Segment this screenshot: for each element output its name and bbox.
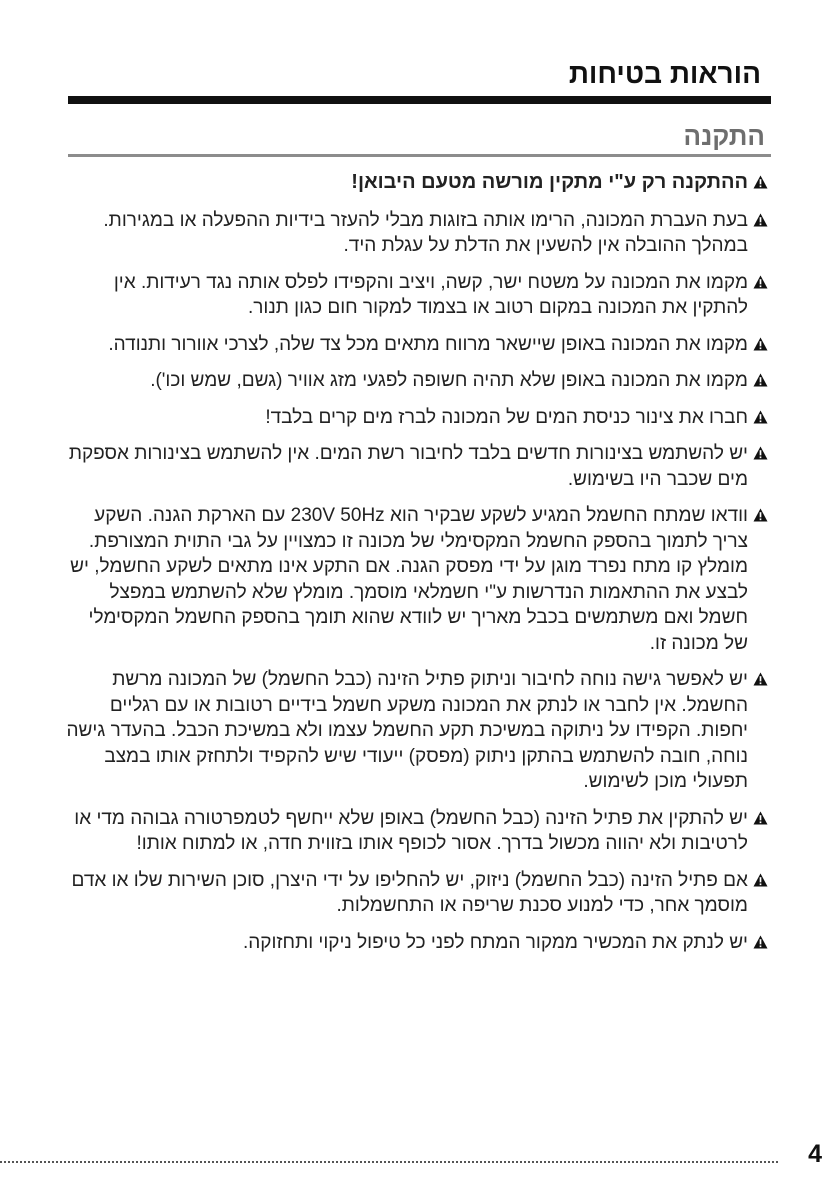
- warning-triangle-icon: [753, 410, 768, 424]
- page-title: הוראות בטיחות: [568, 58, 761, 89]
- instruction-item: [60, 270, 768, 321]
- warning-triangle-icon: [753, 175, 768, 189]
- warning-triangle-icon: [753, 672, 768, 686]
- footer-dotted-line: [0, 1161, 778, 1163]
- warning-triangle-icon: [753, 873, 768, 887]
- instruction-text: אם פתיל הזינה (כבל החשמל) ניזוק, יש להחליפו על ידי היצרן, סוכן השירות שלו או אדם מוסמך אחר, כדי למנוע סכנת שריפה או התחשמלות.: [71, 869, 748, 916]
- warning-triangle-icon: [753, 508, 768, 522]
- instruction-text: ההתקנה רק ע"י מתקין מורשה מטעם היבואן!: [351, 171, 748, 193]
- instruction-item: [60, 667, 768, 795]
- instruction-text: יש לאפשר גישה נוחה לחיבור וניתוק פתיל הזינה (כבל החשמל) של המכונה מרשת החשמל. אין לחבר או לנתק את המכונה משקע חשמל בידיים רטובות או עם רגליים יחפות. הקפידו על ניתוקה במשיכת תקע החשמל עצמו ולא במשיכת הכבל. בהעדר גישה נוחה, חובה להשתמש בהתקן ניתוק (מפסק) ייעודי שיש להקפיד ולתחזק אותו במצב תפעולי מוכן לשימוש.: [66, 669, 748, 792]
- warning-triangle-icon: [753, 337, 768, 351]
- warning-triangle-icon: [753, 935, 768, 949]
- warning-triangle-icon: [753, 373, 768, 387]
- instruction-item: [60, 368, 768, 394]
- warning-triangle-icon: [753, 811, 768, 825]
- page-number: 4: [808, 1140, 822, 1168]
- instruction-text: מקמו את המכונה באופן שיישאר מרווח מתאים מכל צד שלה, לצרכי אוורור ותנודה.: [108, 333, 748, 355]
- section-title: התקנה: [683, 121, 765, 151]
- instruction-item: [60, 441, 768, 492]
- instruction-text: בעת העברת המכונה, הרימו אותה בזוגות מבלי להעזר בידיות ההפעלה או במגירות. במהלך ההובלה אין להשעין את הדלת על עגלת היד.: [103, 209, 748, 256]
- warning-triangle-icon: [753, 213, 768, 227]
- instruction-text: מקמו את המכונה על משטח ישר, קשה, ויציב והקפידו לפלס אותה נגד רעידות. אין להתקין את המכונה במקום רטוב או בצמוד למקור חום כגון תנור.: [113, 271, 748, 318]
- instruction-item: [60, 208, 768, 259]
- section-divider: [68, 154, 771, 157]
- instruction-text: וודאו שמתח החשמל המגיע לשקע שבקיר הוא 230V 50Hz עם הארקת הגנה. השקע צריך לתמוך בהספק החשמל המקסימלי של מכונה זו כמצויין על גבי התוית המצורפת. מומלץ קו מתח נפרד מוגן על ידי מפסק הגנה. אם התקע אינו מתאים לשקע החשמל, יש לבצע את ההתאמות הנדרשות ע"י חשמלאי מוסמך. מומלץ שלא להשתמש במפצל חשמל ואם משתמשים בכבל מאריך יש לוודא שהוא תומך בהספק החשמל המקסימלי של מכונה זו.: [70, 505, 748, 654]
- instruction-item: [60, 170, 768, 196]
- instruction-item: [60, 332, 768, 358]
- instruction-text: יש להתקין את פתיל הזינה (כבל החשמל) באופן שלא ייחשף לטמפרטורה גבוהה מדי או לרטיבות ולא יהווה מכשול בדרך. אסור לכופף אותו בזווית חדה, או למתוח אותו!: [74, 807, 748, 854]
- instruction-text: יש להשתמש בצינורות חדשים בלבד לחיבור רשת המים. אין להשתמש בצינורות אספקת מים שכבר היו בשימוש.: [68, 443, 748, 490]
- instruction-item: [60, 405, 768, 431]
- warning-triangle-icon: [753, 446, 768, 460]
- instruction-item: [60, 806, 768, 857]
- instruction-text: מקמו את המכונה באופן שלא תהיה חשופה לפגעי מזג אוויר (גשם, שמש וכו').: [150, 370, 748, 391]
- safety-instructions-list: [60, 170, 768, 966]
- instruction-text: יש לנתק את המכשיר ממקור המתח לפני כל טיפול ניקוי ותחזוקה.: [242, 931, 748, 953]
- instruction-item: [60, 930, 768, 956]
- title-divider: [68, 96, 771, 104]
- warning-triangle-icon: [753, 275, 768, 289]
- instruction-item: [60, 503, 768, 656]
- instruction-text: חברו את צינור כניסת המים של המכונה לברז מים קרים בלבד!: [265, 406, 748, 428]
- instruction-item: [60, 868, 768, 919]
